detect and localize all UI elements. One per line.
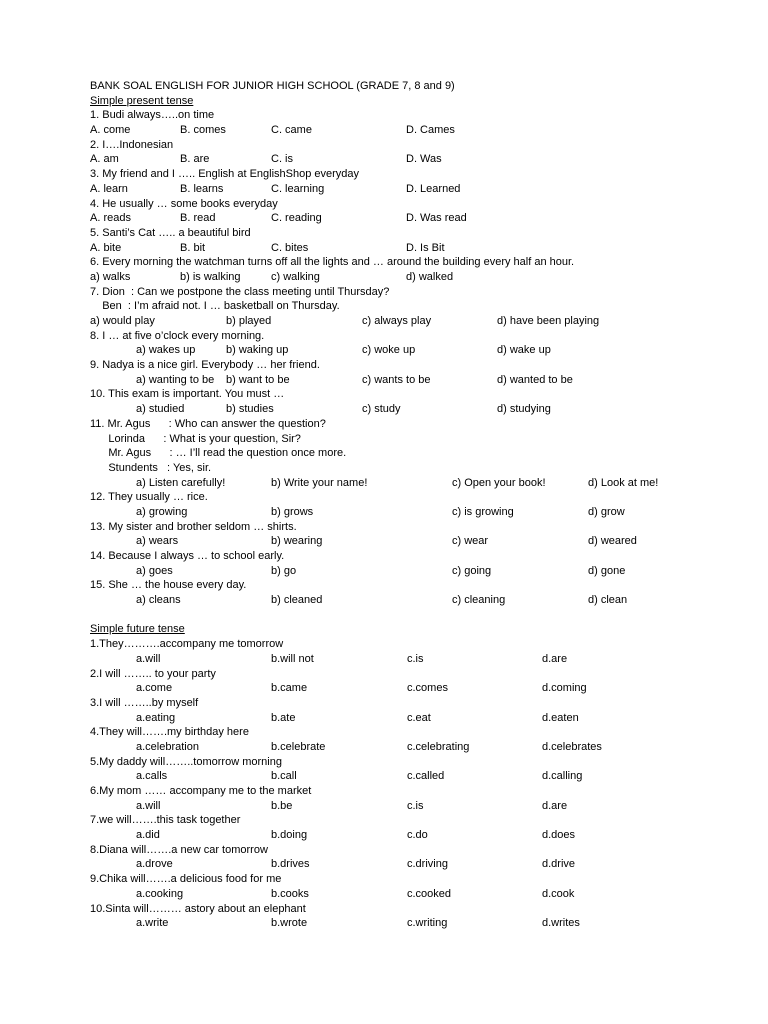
section-heading-future: Simple future tense [90, 623, 185, 636]
answer-option: d) Look at me! [588, 476, 659, 489]
answer-option: c.is [407, 652, 424, 665]
answer-option: b) is walking [180, 270, 241, 283]
question-text: 7.we will…….this task together [90, 814, 241, 827]
answer-option: b.will not [271, 652, 314, 665]
answer-option: d.writes [542, 917, 580, 930]
answer-option: d) studying [497, 403, 551, 416]
question-text: 5. Santi’s Cat ….. a beautiful bird [90, 226, 251, 239]
answer-options-row [90, 152, 690, 167]
answer-option: a.will [136, 799, 161, 812]
answer-options-row [90, 343, 690, 358]
answer-option: c.cooked [407, 887, 452, 900]
answer-options-row [90, 402, 690, 417]
answer-option: D. Is Bit [406, 241, 445, 254]
answer-option: b) want to be [226, 373, 290, 386]
answer-option: a.will [136, 652, 161, 665]
answer-option: d.coming [542, 682, 587, 695]
question-text: 6. Every morning the watchman turns off all the lights and … around the building every half an hour. [90, 256, 575, 269]
answer-option: d.eaten [542, 711, 579, 724]
answer-option: d.does [542, 829, 576, 842]
question-text: 4. He usually … some books everyday [90, 197, 278, 210]
answer-option: c.driving [407, 858, 448, 871]
answer-option: c.called [407, 770, 445, 783]
answer-option: c) going [452, 564, 492, 577]
answer-options-row [90, 270, 690, 285]
answer-option: b) grows [271, 505, 314, 518]
answer-option: c) study [362, 403, 401, 416]
answer-options-row [90, 711, 690, 726]
answer-option: a.did [136, 829, 160, 842]
answer-option: a) wanting to be [136, 373, 215, 386]
question-text: 12. They usually … rice. [90, 491, 208, 504]
answer-options-row [90, 314, 690, 329]
answer-option: c.do [407, 829, 428, 842]
question-text: 15. She … the house every day. [90, 579, 247, 592]
answer-option: d.drive [542, 858, 576, 871]
answer-options-row [90, 887, 690, 902]
answer-option: b) waking up [226, 344, 289, 357]
answer-option: c.comes [407, 682, 448, 695]
answer-options-row [90, 681, 690, 696]
question-text: 3.I will ……..by myself [90, 696, 199, 709]
answer-option: c) wear [452, 535, 489, 548]
future-tense-questions [90, 637, 690, 931]
answer-option: b.be [271, 799, 293, 812]
answer-option: c) always play [362, 315, 432, 327]
answer-option: D. Learned [406, 182, 461, 195]
answer-option: b) cleaned [271, 594, 323, 607]
answer-option: C. is [271, 153, 293, 166]
answer-option: c.is [407, 799, 424, 812]
answer-option: b) Write your name! [271, 476, 368, 489]
answer-option: a.eating [136, 711, 176, 724]
answer-option: d) have been playing [497, 315, 600, 327]
answer-option: a.drove [136, 858, 173, 871]
answer-options-row [90, 740, 690, 755]
answer-option: c) cleaning [452, 594, 506, 607]
question-text: 1.They……….accompany me tomorrow [90, 638, 284, 651]
answer-option: b.drives [271, 858, 310, 871]
answer-option: a.calls [136, 770, 168, 783]
answer-option: B. read [180, 212, 216, 225]
answer-options-row [90, 857, 690, 872]
answer-option: b.call [271, 770, 297, 783]
answer-option: a) wears [136, 535, 179, 548]
answer-option: d) wake up [497, 344, 551, 357]
answer-option: B. learns [180, 182, 224, 195]
document-title: BANK SOAL ENGLISH FOR JUNIOR HIGH SCHOOL (GRADE 7, 8 and 9) [90, 80, 455, 92]
answer-options-row [90, 373, 690, 388]
answer-option: a.write [136, 917, 169, 930]
answer-option: d) weared [588, 535, 637, 548]
answer-option: a.come [136, 682, 173, 695]
answer-options-row [90, 799, 690, 814]
question-text: Lorinda : What is your question, Sir? [90, 432, 301, 445]
answer-option: a) walks [90, 270, 131, 283]
question-text: 10. This exam is important. You must … [90, 388, 285, 401]
question-text: 14. Because I always … to school early. [90, 550, 285, 562]
answer-option: c) is growing [452, 505, 514, 518]
answer-option: a) wakes up [136, 344, 196, 357]
answer-options-row [90, 505, 690, 520]
question-text: 5.My daddy will……..tomorrow morning [90, 755, 282, 768]
answer-option: b) go [271, 564, 297, 577]
answer-option: A. reads [90, 212, 131, 225]
document-page [90, 79, 690, 931]
answer-option: c) walking [271, 270, 320, 283]
question-text: 1. Budi always…..on time [90, 109, 215, 122]
answer-options-row [90, 593, 690, 608]
answer-option: d) gone [588, 564, 626, 577]
answer-options-row [90, 652, 690, 667]
answer-option: d) wanted to be [497, 373, 573, 386]
question-text: 13. My sister and brother seldom … shirts. [90, 520, 297, 533]
answer-option: a) cleans [136, 594, 181, 607]
question-text: 11. Mr. Agus : Who can answer the question? [90, 417, 326, 430]
answer-option: b.ate [271, 711, 296, 724]
section-gap [90, 608, 690, 623]
answer-option: c) Open your book! [452, 476, 546, 489]
answer-option: d.calling [542, 770, 583, 783]
answer-option: c) wants to be [362, 373, 431, 386]
answer-option: b.wrote [271, 917, 308, 930]
question-text: 9.Chika will…….a delicious food for me [90, 873, 282, 886]
question-text: 8.Diana will…….a new car tomorrow [90, 843, 268, 856]
question-text: 7. Dion : Can we postpone the class meeting until Thursday? [90, 285, 390, 298]
answer-option: C. bites [271, 241, 309, 254]
answer-option: A. learn [90, 182, 128, 195]
answer-option: b) studies [226, 403, 274, 416]
answer-options-row [90, 916, 690, 931]
answer-option: d.celebrates [542, 740, 602, 753]
question-text: 9. Nadya is a nice girl. Everybody … her friend. [90, 359, 320, 372]
answer-option: D. Cames [406, 124, 455, 137]
answer-option: A. bite [90, 241, 122, 254]
section-heading-present: Simple present tense [90, 94, 194, 107]
answer-option: d) walked [406, 270, 454, 283]
answer-option: b) wearing [271, 535, 323, 548]
question-text: 2. I….Indonesian [90, 138, 174, 151]
question-text: 4.They will…….my birthday here [90, 726, 249, 739]
answer-option: C. learning [271, 182, 325, 195]
answer-options-row [90, 182, 690, 197]
answer-option: b.came [271, 682, 308, 695]
answer-option: a) would play [90, 315, 155, 327]
answer-options-row [90, 476, 690, 491]
answer-option: b.cooks [271, 887, 309, 900]
answer-option: a.celebration [136, 740, 199, 753]
answer-option: C. came [271, 124, 312, 137]
answer-options-row [90, 241, 690, 256]
question-text: 6.My mom …… accompany me to the market [90, 785, 312, 797]
answer-option: d.are [542, 652, 568, 665]
answer-option: a) goes [136, 564, 173, 577]
answer-option: A. come [90, 124, 131, 137]
answer-option: b.doing [271, 829, 308, 842]
answer-options-row [90, 769, 690, 784]
question-text: 10.Sinta will……… astory about an elephant [90, 902, 306, 915]
answer-option: a) studied [136, 403, 185, 416]
answer-option: A. am [90, 153, 119, 166]
question-text: 2.I will …….. to your party [90, 667, 216, 680]
answer-options-row [90, 123, 690, 138]
answer-options-row [90, 828, 690, 843]
answer-option: b) played [226, 315, 272, 327]
answer-option: c) woke up [362, 344, 416, 357]
answer-option: B. comes [180, 124, 226, 137]
answer-option: a.cooking [136, 887, 184, 900]
question-text: Ben : I’m afraid not. I … basketball on Thursday. [90, 300, 340, 313]
answer-option: d.are [542, 799, 568, 812]
answer-option: B. bit [180, 241, 206, 254]
answer-option: c.writing [407, 917, 448, 930]
answer-option: d.cook [542, 887, 575, 900]
answer-option: C. reading [271, 212, 322, 225]
answer-option: b.celebrate [271, 740, 326, 753]
answer-option: a) Listen carefully! [136, 476, 226, 489]
answer-option: D. Was [406, 153, 442, 166]
question-text: Mr. Agus : … I’ll read the question once more. [90, 447, 347, 460]
answer-option: D. Was read [406, 212, 467, 225]
answer-options-row [90, 534, 690, 549]
question-text: Stundents : Yes, sir. [90, 461, 212, 474]
answer-options-row [90, 211, 690, 226]
answer-option: d) grow [588, 505, 625, 518]
answer-options-row [90, 564, 690, 579]
question-text: 8. I … at five o’clock every morning. [90, 329, 265, 342]
answer-option: c.eat [407, 711, 431, 724]
answer-option: a) growing [136, 505, 188, 518]
answer-option: B. are [180, 153, 210, 166]
answer-option: c.celebrating [407, 740, 470, 753]
answer-option: d) clean [588, 594, 628, 607]
question-text: 3. My friend and I ….. English at EnglishShop everyday [90, 168, 360, 181]
present-tense-questions [90, 108, 690, 607]
